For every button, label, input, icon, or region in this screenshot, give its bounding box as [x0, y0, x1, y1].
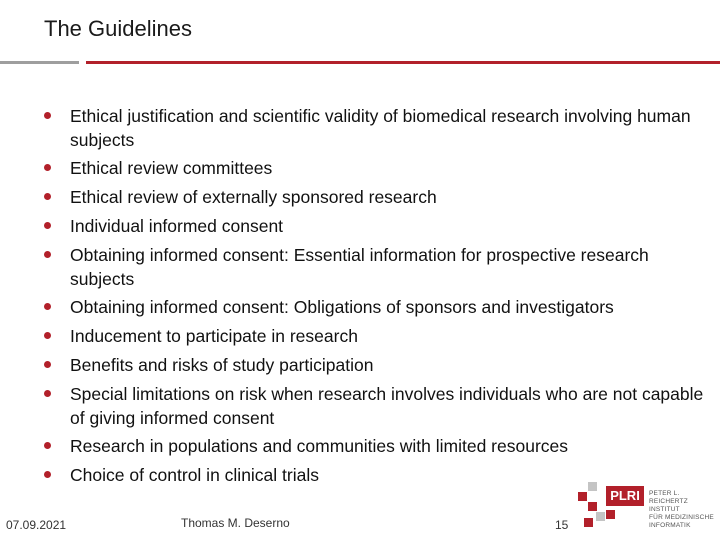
list-item — [44, 353, 704, 377]
list-item-text: Obtaining informed consent: Obligations of sponsors and investigators — [70, 297, 614, 317]
list-item-text: Benefits and risks of study participation — [70, 355, 374, 375]
logo-square-icon — [588, 482, 597, 491]
title-rule-red — [86, 61, 720, 64]
bullet-icon — [44, 251, 51, 258]
bullet-icon — [44, 193, 51, 200]
list-item-text: Research in populations and communities with limited resources — [70, 436, 569, 456]
slide-title: The Guidelines — [44, 16, 192, 41]
guidelines-list — [44, 104, 704, 492]
list-item-text: Inducement to participate in research — [70, 326, 358, 346]
list-item — [44, 156, 704, 180]
bullet-icon — [44, 332, 51, 339]
bullet-icon — [44, 303, 51, 310]
logo-line: REICHERTZ INSTITUT — [649, 498, 688, 513]
list-item-text: Obtaining informed consent: Essential information for prospective research subjects — [70, 245, 649, 289]
footer-date: 07.09.2021 — [6, 518, 67, 532]
footer-author: Thomas M. Deserno — [181, 516, 290, 530]
list-item-text: Individual informed consent — [70, 216, 284, 236]
bullet-icon — [44, 112, 51, 119]
bullet-icon — [44, 471, 51, 478]
list-item-text: Ethical justification and scientific validity of biomedical research involving human subjects — [70, 106, 691, 150]
bullet-icon — [44, 361, 51, 368]
logo-square-icon — [606, 510, 615, 519]
list-item — [44, 243, 704, 291]
list-item-text: Choice of control in clinical trials — [70, 465, 319, 485]
bullet-icon — [44, 390, 51, 397]
list-item — [44, 295, 704, 319]
list-item — [44, 382, 704, 430]
logo-line: FÜR MEDIZINISCHE — [649, 514, 714, 521]
title-rule-gray — [0, 61, 79, 64]
list-item — [44, 104, 704, 152]
logo-institute-name — [649, 490, 714, 530]
list-item — [44, 434, 704, 458]
list-item-text: Ethical review committees — [70, 158, 273, 178]
list-item — [44, 324, 704, 348]
list-item — [44, 185, 704, 209]
logo-square-icon — [596, 512, 605, 521]
logo-square-icon — [588, 502, 597, 511]
list-item — [44, 214, 704, 238]
logo-wordmark: PLRI — [606, 486, 644, 506]
list-item-text: Ethical review of externally sponsored research — [70, 187, 437, 207]
logo-square-icon — [584, 518, 593, 527]
plri-logo — [574, 478, 714, 532]
bullet-icon — [44, 222, 51, 229]
page-number: 15 — [555, 518, 569, 532]
list-item-text: Special limitations on risk when research involves individuals who are not capable of giving informed consent — [70, 384, 704, 428]
bullet-icon — [44, 442, 51, 449]
logo-line: INFORMATIK — [649, 522, 691, 529]
bullet-icon — [44, 164, 51, 171]
logo-line: PETER L. — [649, 490, 680, 497]
logo-square-icon — [578, 492, 587, 501]
